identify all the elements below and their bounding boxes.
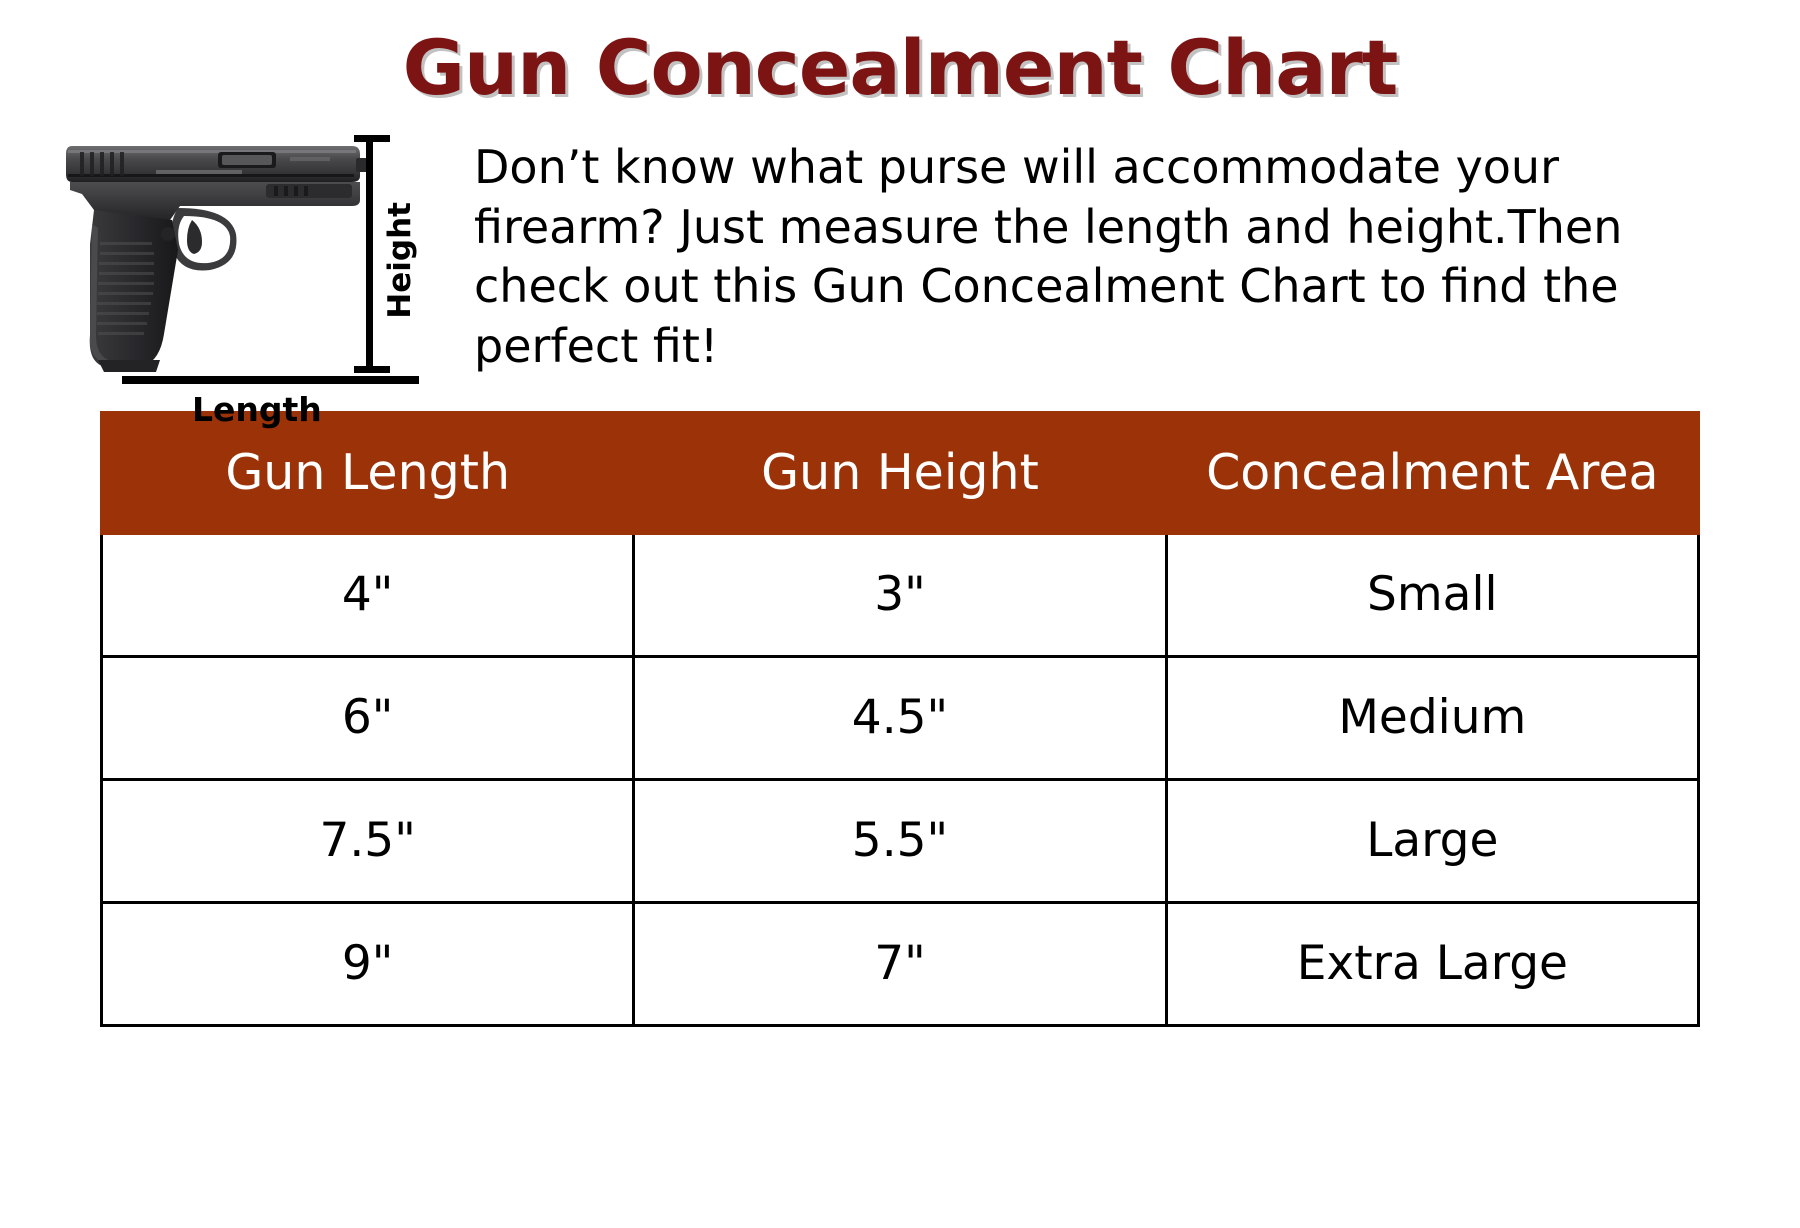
intro-text: Don’t know what purse will accommodate your firearm? Just measure the length and height.Then check out this Gun Concealment Chart to find the perfect fit! <box>474 139 1623 374</box>
concealment-table-wrapper <box>0 411 1800 1027</box>
cell-gun-height: 4.5" <box>634 656 1166 779</box>
cell-gun-length: 7.5" <box>102 779 634 902</box>
cell-gun-height: 5.5" <box>634 779 1166 902</box>
height-measure-bar <box>366 138 373 370</box>
cell-gun-length: 9" <box>102 902 634 1025</box>
cell-concealment-area: Large <box>1166 779 1698 902</box>
cell-gun-height: 3" <box>634 533 1166 656</box>
column-header-concealment-area: Concealment Area <box>1166 412 1698 533</box>
cell-concealment-area: Medium <box>1166 656 1698 779</box>
height-label: Height <box>382 201 418 319</box>
table-row <box>102 656 1699 779</box>
table-header-row <box>102 412 1699 533</box>
table-row <box>102 533 1699 656</box>
cell-concealment-area: Extra Large <box>1166 902 1698 1025</box>
gun-measurement-diagram <box>60 114 460 429</box>
length-measure-bar <box>122 376 419 384</box>
length-label: Length <box>192 389 322 429</box>
handgun-illustration <box>60 124 390 389</box>
column-header-gun-height: Gun Height <box>634 412 1166 533</box>
page-title: Gun Concealment Chart <box>402 23 1398 112</box>
table-row <box>102 902 1699 1025</box>
intro-section <box>0 108 1800 429</box>
cell-gun-length: 4" <box>102 533 634 656</box>
table-row <box>102 779 1699 902</box>
concealment-chart-table <box>100 411 1700 1027</box>
cell-gun-height: 7" <box>634 902 1166 1025</box>
cell-gun-length: 6" <box>102 656 634 779</box>
cell-concealment-area: Small <box>1166 533 1698 656</box>
column-header-gun-length: Gun Length <box>102 412 634 533</box>
